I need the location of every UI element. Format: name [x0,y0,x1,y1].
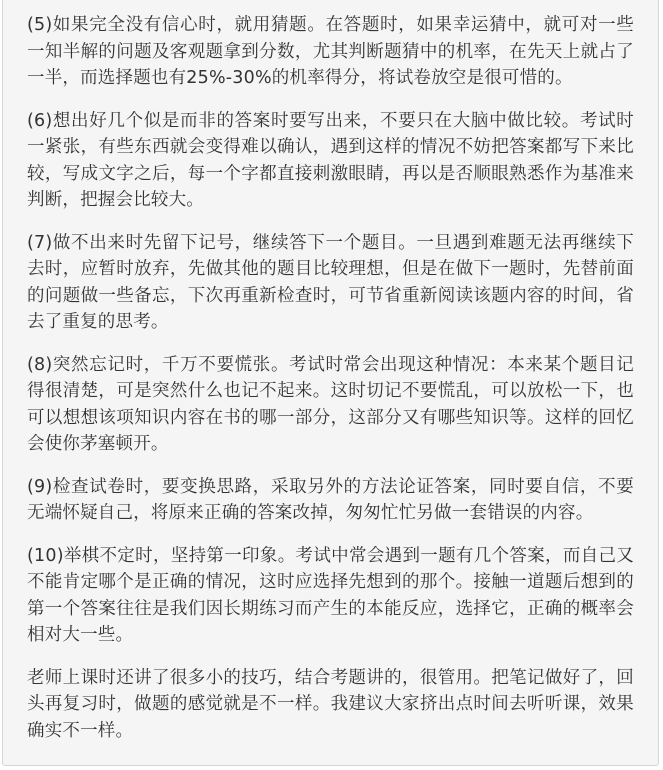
tip-paragraph-10: (10)举棋不定时，坚持第一印象。考试中常会遇到一题有几个答案，而自己又不能肯定哪个是正确的情况，这时应选择先想到的那个。接触一道题后想到的第一个答案往往是我们因长期练习而产生的本能反应，选择它，正确的概率会相对大一些。 [27,545,634,645]
tip-paragraph-8: (8)突然忘记时，千万不要慌张。考试时常会出现这种情况：本来某个题目记得很清楚，可是突然什么也记不起来。这时切记不要慌乱，可以放松一下，也可以想想该项知识内容在书的哪一部分，这部分又有哪些知识等。这样的回忆会使你茅塞顿开。 [27,354,634,454]
tip-paragraph-5: (5)如果完全没有信心时，就用猜题。在答题时，如果幸运猜中，就可对一些一知半解的问题及客观题拿到分数，尤其判断题猜中的机率，在先天上就占了一半，而选择题也有25%-30%的机率得分，将试卷放空是很可惜的。 [27,15,634,88]
tip-paragraph-7: (7)做不出来时先留下记号，继续答下一个题目。一旦遇到难题无法再继续下去时，应暂时放弃，先做其他的题目比较理想，但是在做下一题时，先替前面的问题做一些备忘，下次再重新检查时，可节省重新阅读该题内容的时间，省去了重复的思考。 [27,232,634,332]
tip-paragraph-9: (9)检查试卷时，要变换思路，采取另外的方法论证答案，同时要自信，不要无端怀疑自己，将原来正确的答案改掉，匆匆忙忙另做一套错误的内容。 [27,476,634,523]
article-card [2,0,659,766]
closing-paragraph: 老师上课时还讲了很多小的技巧，结合考题讲的，很管用。把笔记做好了，回头再复习时，做题的感觉就是不一样。我建议大家挤出点时间去听听课，效果确实不一样。 [27,667,634,741]
tip-paragraph-6: (6)想出好几个似是而非的答案时要写出来，不要只在大脑中做比较。考试时一紧张，有些东西就会变得难以确认，遇到这样的情况不妨把答案都写下来比较，写成文字之后，每一个字都直接刺激眼睛，再以是否顺眼熟悉作为基准来判断，把握会比较大。 [27,110,634,210]
